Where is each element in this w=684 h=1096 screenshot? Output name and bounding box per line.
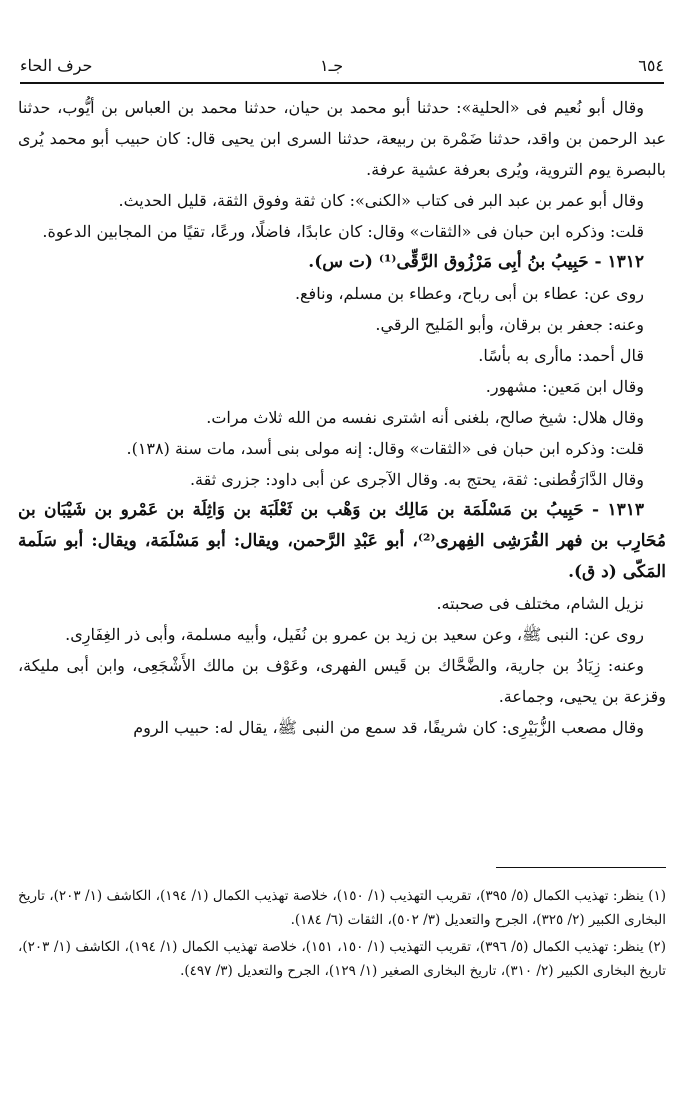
paragraph: قلت: وذكره ابن حبان فى «الثقات» وقال: كان عابدًا، فاضلًا، ورعًا، تقيًا من المجابين الدعوة. xyxy=(42,222,644,241)
paragraph: قال أحمد: ماأرى به بأسًا. xyxy=(478,346,644,365)
paragraph: روى عن: النبى ﷺ، وعن سعيد بن زيد بن عمرو بن نُفَيل، وأبيه مسلمة، وأبى ذر الغِفَارِى. xyxy=(65,625,644,644)
footnote-rule xyxy=(496,867,666,868)
paragraph: وقال الدَّارَقُطنى: ثقة، يحتج به. وقال الآجرى عن أبى داود: جزرى ثقة. xyxy=(189,470,644,489)
paragraph: وعنه: زِيَادُ بن جارية، والضَّحَّاك بن قَيس الفهرى، وعَوْف بن مالك الأَشْجَعِى، وابن أبى مليكة، وقزعة بن يحيى، وجماعة. xyxy=(18,656,666,706)
entry-heading-1313: ١٣١٣ - حَبِيبُ بن مَسْلَمَة بن مَالِك بن وَهْب بن ثَعْلَبَة بن وَاثِلَة بن عَمْرو بن شَيْبَان بن مُحَارِب بن فهر القُرَشِى الفِهرى⁽²⁾، أبو عَبْدِ الرَّحمن، ويقال: أبو مَسْلَمَة، ويقال: أبو سَلَمة المَكّى (د ق). xyxy=(18,500,667,582)
paragraph: وقال ابن مَعين: مشهور. xyxy=(485,377,644,396)
footnote: (١) ينظر: تهذيب الكمال (٥/ ٣٩٥)، تقريب التهذيب (١/ ١٥٠)، خلاصة تهذيب الكمال (١/ ١٩٤)، الكاشف (١/ ٢٠٣)، تاريخ البخارى الكبير (٢/ ٣٢٥)، الجرح والتعديل (٣/ ٥٠٢)، الثقات (٦/ ١٨٤). xyxy=(18,888,667,928)
entry-heading-1312: ١٣١٢ - حَبِيبُ بنُ أبِى مَرْزُوق الرَّقِّى⁽¹⁾ (ت س). xyxy=(308,252,644,272)
paragraph: وقال هلال: شيخ صالح، بلغنى أنه اشترى نفسه من الله ثلاث مرات. xyxy=(206,408,644,427)
page-number: ٦٥٤ xyxy=(638,56,664,75)
footnote: (٢) ينظر: تهذيب الكمال (٥/ ٣٩٦)، تقريب التهذيب (١/ ١٥٠، ١٥١)، خلاصة تهذيب الكمال (١/ ١٩٤)، الكاشف (١/ ٢٠٣)، تاريخ البخارى الكبير (٢/ ٣١٠)، تاريخ البخارى الصغير (١/ ١٢٩)، الجرح والتعديل (٣/ ٤٩٧). xyxy=(18,939,666,979)
page-header xyxy=(20,44,664,84)
main-text xyxy=(18,92,666,743)
paragraph: وقال مصعب الزُّبَيْرِى: كان شريفًا، قد سمع من النبى ﷺ، يقال له: حبيب الروم xyxy=(133,718,644,737)
section-title: حرف الحاء xyxy=(20,56,93,75)
paragraph: نزيل الشام، مختلف فى صحبته. xyxy=(436,594,644,613)
paragraph: وعنه: جعفر بن برقان، وأبو المَليح الرقي. xyxy=(375,315,644,334)
header-rule xyxy=(20,82,664,84)
volume-label: جـ١ xyxy=(320,56,344,75)
paragraph: روى عن: عطاء بن أبى رباح، وعطاء بن مسلم، ونافع. xyxy=(294,284,644,303)
footnotes xyxy=(18,884,666,986)
paragraph: قلت: وذكره ابن حبان فى «الثقات» وقال: إنه مولى بنى أسد، مات سنة (١٣٨). xyxy=(126,439,644,458)
paragraph: وقال أبو عمر بن عبد البر فى كتاب «الكنى»: كان ثقة وفوق الثقة، قليل الحديث. xyxy=(118,191,644,210)
paragraph: وقال أبو نُعيم فى «الحلية»: حدثنا أبو محمد بن حيان، حدثنا محمد بن العباس بن أيُّوب، حدثنا عبد الرحمن بن واقد، حدثنا ضَمْرة بن ربيعة، حدثنا السرى ابن يحيى قال: كان حبيب أبو محمد يُرى بالبصرة يوم التروية، ويُرى بعرفة عشية عرفة. xyxy=(18,98,666,179)
